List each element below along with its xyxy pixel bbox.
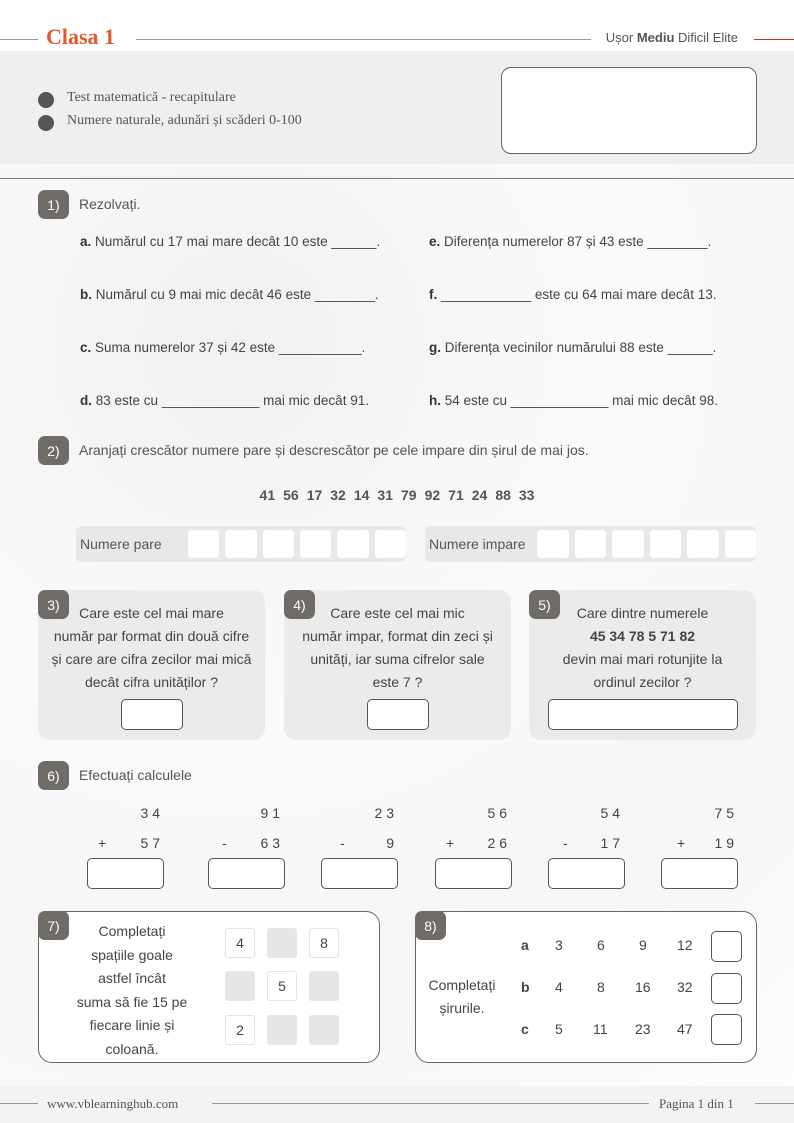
answer-cell[interactable] xyxy=(575,530,606,558)
info-line-2: Numere naturale, adunări și scăderi 0-100 xyxy=(67,113,302,128)
row-label: a xyxy=(521,937,529,953)
sequence-value: 8 xyxy=(597,979,605,995)
page-number: Pagina 1 din 1 xyxy=(659,1096,734,1111)
sequence-value: 32 xyxy=(677,979,693,995)
operand-top: 2 3 xyxy=(374,805,394,821)
footer-rule-right xyxy=(755,1103,794,1104)
grid-cell: 2 xyxy=(225,1015,255,1045)
grid-cell-empty[interactable] xyxy=(309,1015,339,1045)
operand-top: 5 6 xyxy=(487,805,507,821)
exercise-item: b. Numărul cu 9 mai mic decât 46 este ________. xyxy=(80,287,379,302)
answer-box[interactable] xyxy=(711,1014,742,1045)
grid-cell-empty[interactable] xyxy=(225,971,255,1001)
question-number: 4) xyxy=(284,590,315,619)
header-rule-mid xyxy=(136,39,591,40)
level-easy: Ușor xyxy=(605,30,634,45)
bullet-icon xyxy=(38,115,54,131)
answer-box[interactable] xyxy=(121,699,183,730)
answer-cell[interactable] xyxy=(725,530,756,558)
answer-cell[interactable] xyxy=(300,530,331,558)
question-text: Care dintre numerele 45 34 78 5 71 82 devin mai mari rotunjite la ordinul zecilor ? xyxy=(562,605,723,690)
level-elite: Elite xyxy=(712,30,738,45)
level-medium: Mediu xyxy=(636,30,675,45)
row-label: b xyxy=(521,979,530,995)
grid-cell: 5 xyxy=(267,971,297,1001)
operand-bottom: 6 3 xyxy=(260,835,280,851)
question-number: 2) xyxy=(38,436,69,465)
answer-box[interactable] xyxy=(435,858,512,889)
question-number: 6) xyxy=(38,761,69,790)
question-card-8 xyxy=(415,911,757,1063)
answer-box[interactable] xyxy=(711,931,742,962)
operand-top: 5 4 xyxy=(600,805,620,821)
question-text: Completați spațiile goale astfel încât suma să fie 15 pe fiecare linie și coloană. xyxy=(76,923,188,1057)
header-rule-left xyxy=(0,39,38,40)
question-card-3 xyxy=(38,590,265,740)
answer-box[interactable] xyxy=(711,973,742,1004)
exercise-item: c. Suma numerelor 37 și 42 este ___________. xyxy=(80,340,366,355)
bullet-icon xyxy=(38,92,54,108)
sequence-value: 9 xyxy=(639,937,647,953)
operator-sign: + xyxy=(446,835,455,851)
magic-square-grid xyxy=(225,928,343,1046)
answer-box[interactable] xyxy=(87,858,164,889)
question-number: 1) xyxy=(38,190,69,219)
answer-cell[interactable] xyxy=(188,530,219,558)
answer-cell[interactable] xyxy=(687,530,718,558)
footer-site: www.vblearninghub.com xyxy=(47,1096,179,1111)
question-instruction: Efectuați calculele xyxy=(79,767,192,783)
operand-top: 7 5 xyxy=(714,805,734,821)
question-card-4 xyxy=(284,590,511,740)
operator-sign: + xyxy=(677,835,686,851)
info-line-1: Test matematică - recapitulare xyxy=(67,90,236,105)
exercise-item: e. Diferența numerelor 87 și 43 este ________. xyxy=(429,234,712,249)
name-box[interactable] xyxy=(501,67,757,154)
answer-box[interactable] xyxy=(208,858,285,889)
answer-box[interactable] xyxy=(548,699,738,730)
footer-rule-left xyxy=(0,1103,38,1104)
level-hard: Dificil xyxy=(678,30,710,45)
sequence-value: 12 xyxy=(677,937,693,953)
operand-bottom: 1 7 xyxy=(600,835,620,851)
question-number: 3) xyxy=(38,590,69,619)
question-card-5 xyxy=(529,590,756,740)
question-number: 5) xyxy=(529,590,560,619)
difficulty-levels xyxy=(606,30,738,45)
section-divider xyxy=(0,178,794,179)
even-numbers-row xyxy=(76,526,406,562)
question-number: 8) xyxy=(415,911,446,940)
answer-cell[interactable] xyxy=(650,530,681,558)
question-text: Care este cel mai mare număr par format din două cifre și care are cifra zecilor mai mică decât cifra unităților ? xyxy=(51,605,252,690)
operand-bottom: 5 7 xyxy=(140,835,160,851)
answer-cell[interactable] xyxy=(225,530,256,558)
footer-rule-mid xyxy=(212,1103,649,1104)
question-instruction: Rezolvați. xyxy=(79,196,141,212)
answer-box[interactable] xyxy=(321,858,398,889)
answer-cell[interactable] xyxy=(263,530,294,558)
sequence-value: 4 xyxy=(555,979,563,995)
answer-box[interactable] xyxy=(548,858,625,889)
sequence-value: 11 xyxy=(593,1021,608,1037)
operand-top: 9 1 xyxy=(260,805,280,821)
question-text: Completați șirurile. xyxy=(428,977,496,1016)
grid-cell: 8 xyxy=(309,928,339,958)
grid-cell-empty[interactable] xyxy=(309,971,339,1001)
sequence-value: 47 xyxy=(677,1021,693,1037)
answer-box[interactable] xyxy=(367,699,429,730)
odd-numbers-row xyxy=(425,526,756,562)
operator-sign: - xyxy=(222,835,227,851)
grid-cell: 4 xyxy=(225,928,255,958)
answer-cell[interactable] xyxy=(337,530,368,558)
answer-cell[interactable] xyxy=(537,530,568,558)
even-label: Numere pare xyxy=(80,536,162,552)
sequence-value: 3 xyxy=(555,937,563,953)
class-title: Clasa 1 xyxy=(46,24,116,49)
header-rule-right xyxy=(754,39,794,40)
odd-label: Numere impare xyxy=(429,536,526,552)
exercise-item: g. Diferența vecinilor numărului 88 este ______. xyxy=(429,340,717,355)
operator-sign: - xyxy=(340,835,345,851)
sequence-value: 6 xyxy=(597,937,605,953)
answer-cell[interactable] xyxy=(375,530,406,558)
operand-bottom: 9 xyxy=(386,835,394,851)
exercise-item: f. ____________ este cu 64 mai mare decât 13. xyxy=(429,287,717,302)
question-number: 7) xyxy=(38,911,69,940)
sequence-value: 16 xyxy=(635,979,651,995)
grid-cell-empty[interactable] xyxy=(267,1015,297,1045)
operator-sign: - xyxy=(563,835,568,851)
answer-cell[interactable] xyxy=(612,530,643,558)
exercise-item: h. 54 este cu _____________ mai mic decât 98. xyxy=(429,393,718,408)
exercise-item: d. 83 este cu _____________ mai mic decât 91. xyxy=(80,393,369,408)
operand-bottom: 2 6 xyxy=(487,835,507,851)
number-sequence: 41 56 17 32 14 31 79 92 71 24 88 33 xyxy=(259,487,535,503)
sequence-value: 5 xyxy=(555,1021,563,1037)
operand-bottom: 1 9 xyxy=(714,835,734,851)
grid-cell-empty[interactable] xyxy=(267,928,297,958)
operator-sign: + xyxy=(98,835,107,851)
answer-box[interactable] xyxy=(661,858,738,889)
sequence-value: 23 xyxy=(635,1021,651,1037)
operand-top: 3 4 xyxy=(140,805,160,821)
row-label: c xyxy=(521,1021,529,1037)
exercise-item: a. Numărul cu 17 mai mare decât 10 este ______. xyxy=(80,234,381,249)
question-text: Care este cel mai mic număr impar, format din zeci și unități, iar suma cifrelor sale este 7 ? xyxy=(302,605,493,690)
question-instruction: Aranjați crescător numere pare și descrescător pe cele impare din șirul de mai jos. xyxy=(79,442,589,458)
